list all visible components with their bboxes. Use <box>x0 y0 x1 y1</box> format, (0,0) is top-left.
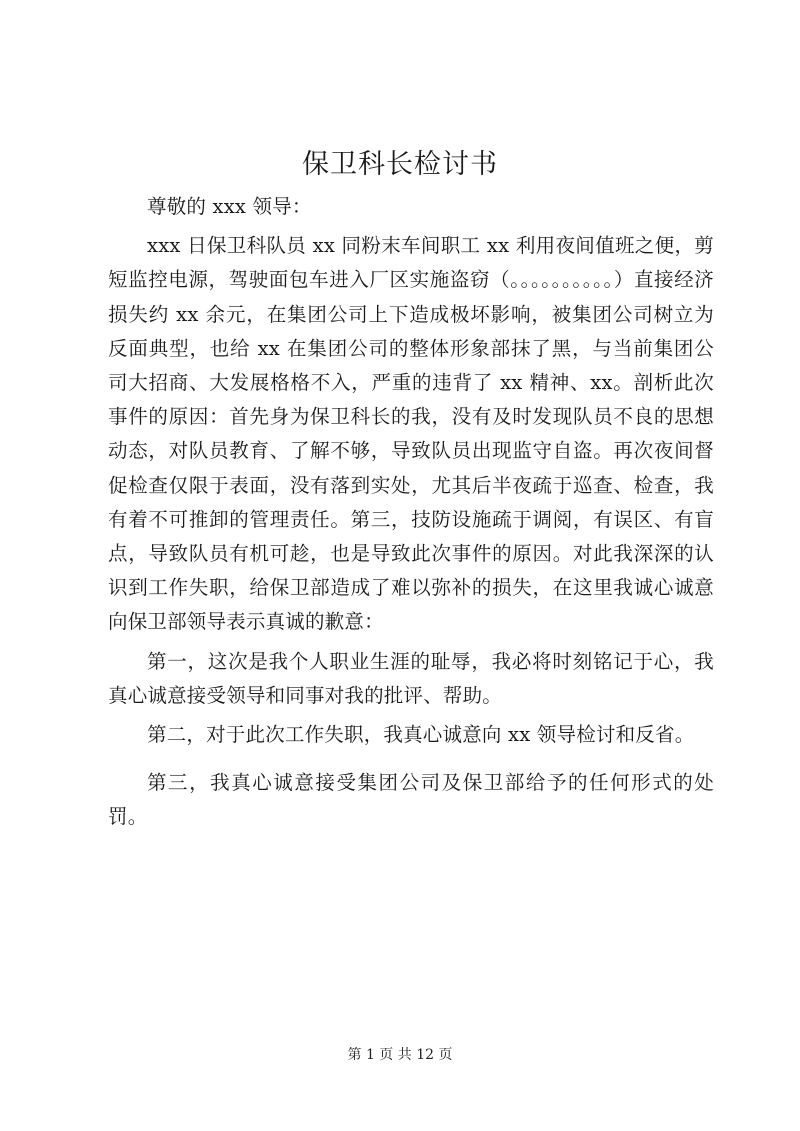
page-number-footer: 第 1 页 共 12 页 <box>347 1047 453 1063</box>
paragraph-incident: xxx 日保卫科队员 xx 同粉末车间职工 xx 利用夜间值班之便，剪短监控电源，驾驶面包车进入厂区实施盗窃（。。。。。。。。。。）直接经济损失约 xx 余元，在集团公司上下造成极坏影响，被集团公司树立为反面典型，也给 xx 在集团公司的整体形象部抹了黑，与当前集团公司大招商、大发展格格不入，严重的违背了 xx 精神、xx。剖析此次事件的原因：首先身为保卫科长的我，没有及时发现队员不良的思想动态，对队员教育、了解不够，导致队员出现监守自盗。再次夜间督促检查仅限于表面，没有落到实处，尤其后半夜疏于巡查、检查，我有着不可推卸的管理责任。第三，技防设施疏于调阅，有误区、有盲点，导致队员有机可趁，也是导致此次事件的原因。对此我深深的认识到工作失职，给保卫部造成了难以弥补的损失，在这里我诚心诚意向保卫部领导表示真诚的歉意： <box>108 234 714 634</box>
paragraph-second-point: 第二，对于此次工作失职，我真心诚意向 xx 领导检讨和反省。 <box>147 723 695 747</box>
document-body <box>108 190 714 835</box>
paragraph-first-point: 第一，这次是我个人职业生涯的耻辱，我必将时刻铭记于心，我真心诚意接受领导和同事对我的批评、帮助。 <box>108 649 714 707</box>
document-title: 保卫科长检讨书 <box>302 149 498 180</box>
paragraph-third-point: 第三，我真心诚意接受集团公司及保卫部给予的任何形式的处罚。 <box>108 771 714 829</box>
salutation: 尊敬的 xxx 领导： <box>147 195 312 218</box>
